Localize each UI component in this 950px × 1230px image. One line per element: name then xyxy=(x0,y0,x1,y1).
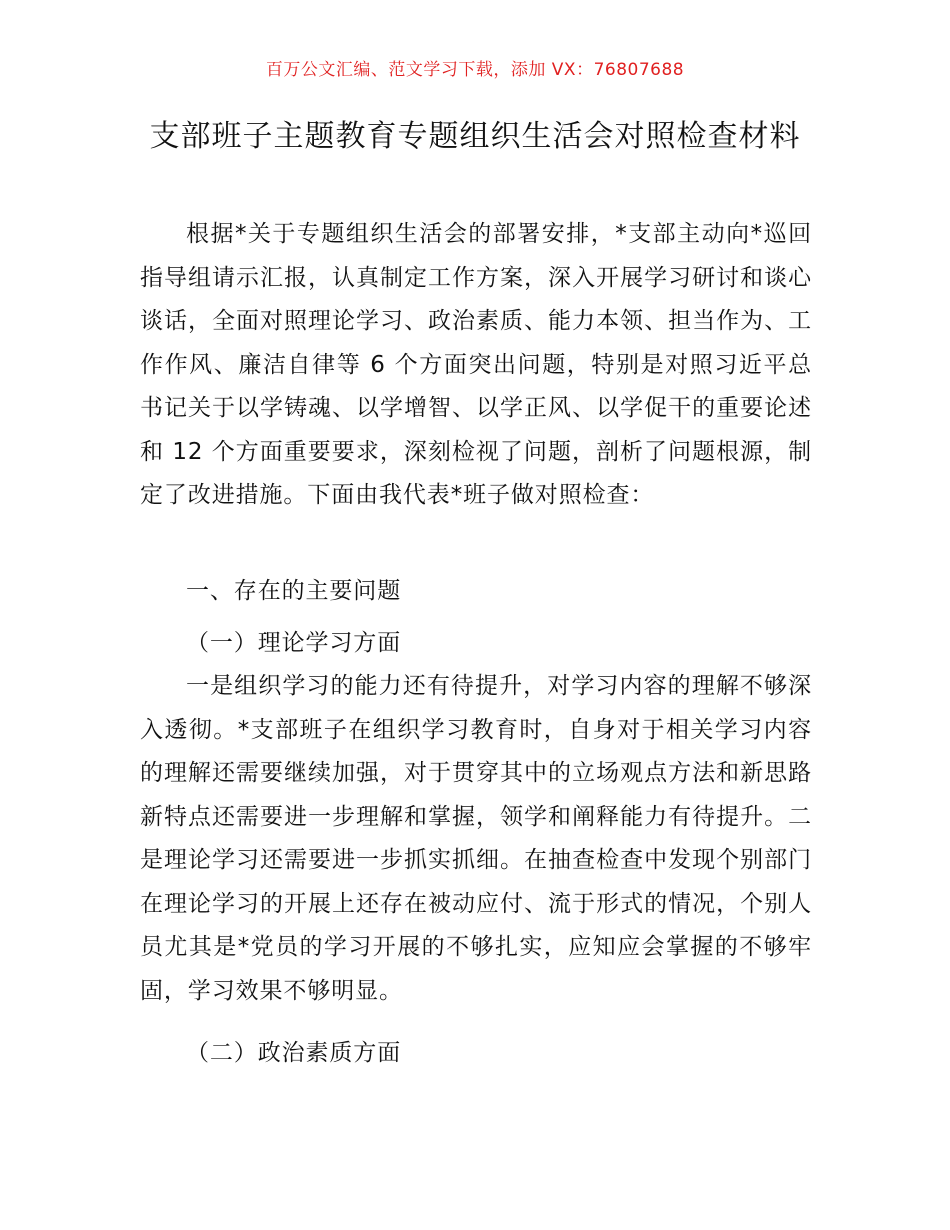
subsection-1-text: 一是组织学习的能力还有待提升，对学习内容的理解不够深入透彻。*支部班子在组织学习教育时，自身对于相关学习内容的理解还需要继续加强，对于贯穿其中的立场观点方法和新思路新特点还需要进一步理解和掌握，领学和阐释能力有待提升。二是理论学习还需要进一步抓实抓细。在抽查检查中发现个别部门在理论学习的开展上还存在被动应付、流于形式的情况，个别人员尤其是*党员的学习开展的不够扎实，应知应会掌握的不够牢固，学习效果不够明显。 xyxy=(140,673,812,1004)
header-note: 百万公文汇编、范文学习下载，添加 VX：76807688 xyxy=(265,60,685,80)
section-heading-text: 一、存在的主要问题 xyxy=(186,578,402,604)
intro-paragraph xyxy=(140,213,812,518)
subsection-heading-2 xyxy=(140,1032,812,1076)
subsection-heading-text: （一）理论学习方面 xyxy=(186,630,402,656)
subsection-heading-text: （二）政治素质方面 xyxy=(186,1040,402,1066)
intro-text: 根据*关于专题组织生活会的部署安排，*支部主动向*巡回指导组请示汇报，认真制定工作方案，深入开展学习研讨和谈心谈话，全面对照理论学习、政治素质、能力本领、担当作为、工作作风、廉洁自律等 6 个方面突出问题，特别是对照习近平总书记关于以学铸魂、以学增智、以学正风、以学促干的重要论述和 12 个方面重要要求，深刻检视了问题，剖析了问题根源，制定了改进措施。下面由我代表*班子做对照检查： xyxy=(140,221,812,508)
subsection-1-paragraph xyxy=(140,665,812,1013)
document-title: 支部班子主题教育专题组织生活会对照检查材料 xyxy=(149,119,801,154)
subsection-heading-1 xyxy=(140,622,812,666)
section-heading-1 xyxy=(140,570,812,614)
